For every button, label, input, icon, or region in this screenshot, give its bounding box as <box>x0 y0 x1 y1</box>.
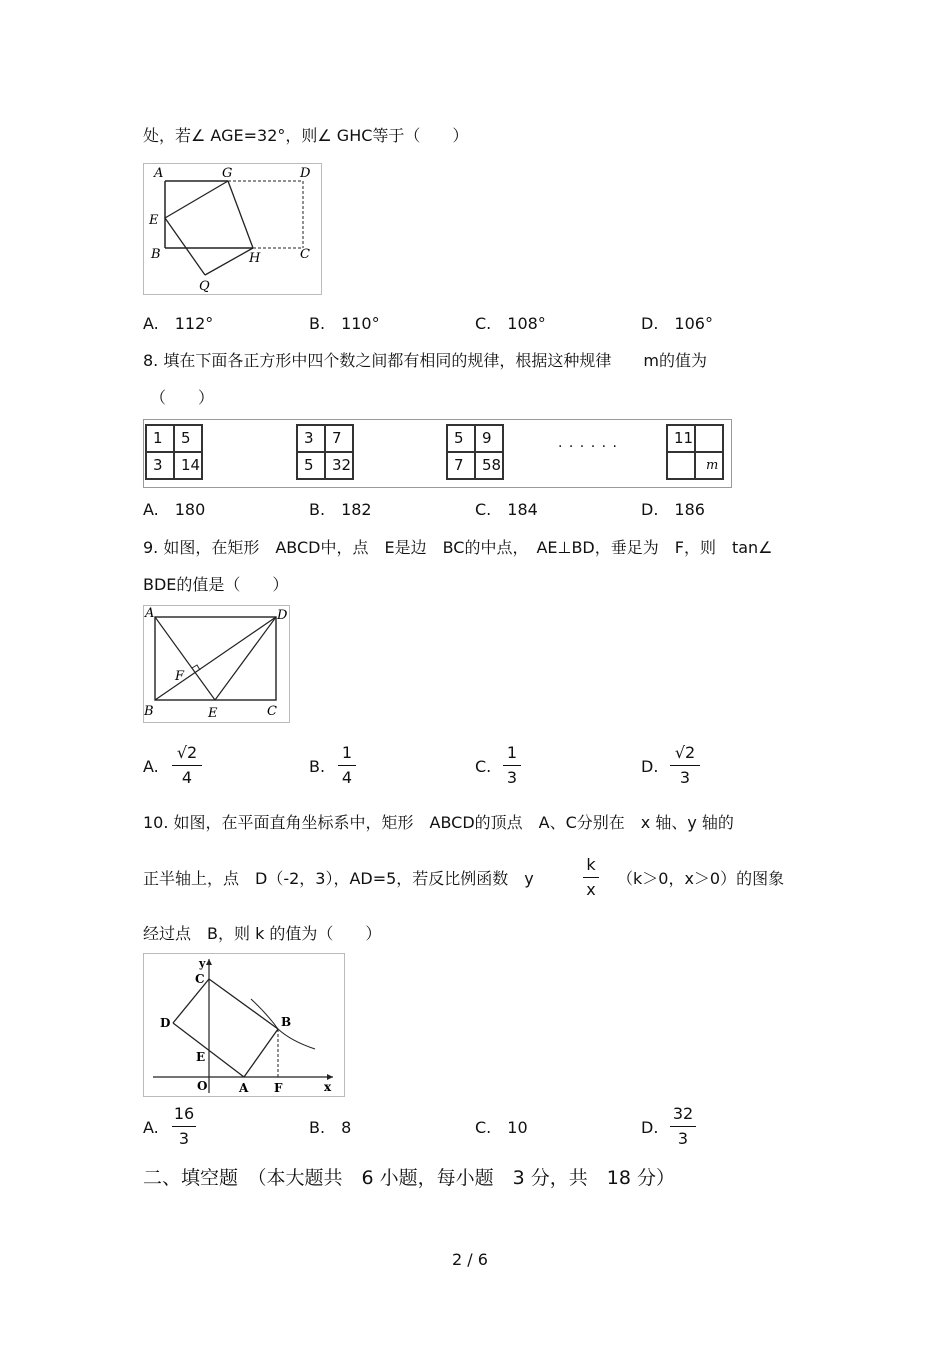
q9-option-b-numerator: 1 <box>341 743 353 762</box>
q10-fraction-numerator: k <box>586 855 596 874</box>
q8-square-3 <box>446 424 504 480</box>
q9-option-b-prefix: B. <box>309 757 326 776</box>
q9-option-a-prefix: A. <box>143 757 159 776</box>
q7-stem-tail: 处，若∠ AGE=32°，则∠ GHC等于（ ） <box>143 126 469 145</box>
q8-sq3-br: 58 <box>475 452 503 479</box>
q10-stem-line2b: （k＞0，x＞0）的图象 <box>617 869 785 888</box>
q10-option-a-denominator: 3 <box>178 1129 190 1148</box>
q9-label-F: F <box>175 669 185 684</box>
fraction-bar <box>670 765 700 766</box>
q9-option-d-numerator: √2 <box>674 743 696 762</box>
q7-option-c: C. 108° <box>475 314 546 333</box>
q8-sq2-tl: 3 <box>297 425 325 452</box>
fraction-bar <box>172 765 202 766</box>
q10-option-a-prefix: A. <box>143 1118 159 1137</box>
q8-sq4-bl <box>667 452 695 479</box>
q8-sq3-tr: 9 <box>475 425 503 452</box>
q9-figure <box>143 605 291 723</box>
q9-label-A: A <box>145 606 155 621</box>
q10-option-a-fraction <box>172 1104 196 1149</box>
fraction-bar <box>670 1126 696 1127</box>
q7-option-b: B. 110° <box>309 314 380 333</box>
q10-option-a-numerator: 16 <box>173 1104 195 1123</box>
q8-figure <box>143 419 732 488</box>
q7-figure <box>143 163 323 295</box>
q10-stem-line2a: 正半轴上，点 D（-2，3），AD=5，若反比例函数 y <box>143 869 534 888</box>
q9-stem-line1: 9. 如图，在矩形 ABCD中，点 E是边 BC的中点， AE⊥BD，垂足为 F，则 tan∠ <box>143 538 773 557</box>
q10-label-A: A <box>239 1081 249 1095</box>
q8-square-4 <box>666 424 724 480</box>
q7-label-B: B <box>151 247 161 262</box>
fraction-bar <box>338 765 356 766</box>
q9-option-a-numerator: √2 <box>176 743 198 762</box>
q7-option-d: D. 106° <box>641 314 713 333</box>
q9-option-b-denominator: 4 <box>341 768 353 787</box>
q8-sq1-tl: 1 <box>146 425 174 452</box>
q8-sq4-tl: 11 <box>667 425 695 452</box>
q9-option-d-denominator: 3 <box>679 768 691 787</box>
q10-label-F: F <box>274 1081 283 1095</box>
q8-sq3-bl: 7 <box>447 452 475 479</box>
q8-option-c: C. 184 <box>475 500 538 519</box>
q9-option-a-denominator: 4 <box>181 768 193 787</box>
q10-label-B: B <box>281 1015 292 1029</box>
q8-square-2 <box>296 424 354 480</box>
q10-option-d-fraction <box>670 1104 696 1149</box>
q7-label-Q: Q <box>199 279 210 294</box>
q9-option-c-prefix: C. <box>475 757 492 776</box>
q10-label-O: O <box>197 1079 208 1093</box>
q8-square-1 <box>145 424 203 480</box>
q7-option-a: A. 112° <box>143 314 214 333</box>
q7-label-D: D <box>300 166 311 181</box>
fraction-bar <box>583 877 599 878</box>
q9-option-d-fraction <box>670 743 700 788</box>
q10-figure <box>143 953 345 1097</box>
q10-option-d-prefix: D. <box>641 1118 659 1137</box>
page-number: 2 / 6 <box>452 1250 488 1269</box>
q8-sq4-br: m <box>695 452 723 479</box>
q10-stem-fraction <box>583 855 599 900</box>
q10-label-C: C <box>195 972 205 986</box>
q8-paren: （ ） <box>150 388 215 407</box>
q8-option-a: A. 180 <box>143 500 206 519</box>
q7-label-G: G <box>222 166 233 181</box>
q10-option-d-denominator: 3 <box>677 1129 689 1148</box>
q10-fraction-denominator: x <box>586 880 596 899</box>
q10-label-E: E <box>196 1050 206 1064</box>
q9-option-c-fraction <box>503 743 521 788</box>
q9-label-E: E <box>208 706 218 721</box>
q7-label-E: E <box>149 213 159 228</box>
q8-ellipsis: · · · · · · <box>558 439 618 455</box>
q7-label-H: H <box>249 251 261 266</box>
q8-sq4-tr <box>695 425 723 452</box>
q8-sq3-tl: 5 <box>447 425 475 452</box>
q10-option-b: B. 8 <box>309 1118 352 1137</box>
q8-sq2-br: 32 <box>325 452 353 479</box>
q10-option-c: C. 10 <box>475 1118 528 1137</box>
q9-option-d-prefix: D. <box>641 757 659 776</box>
q9-label-C: C <box>267 704 277 719</box>
q9-stem-line2: BDE的值是（ ） <box>143 575 289 594</box>
q10-option-d-numerator: 32 <box>672 1104 694 1123</box>
q9-option-b-fraction <box>338 743 356 788</box>
q8-sq2-bl: 5 <box>297 452 325 479</box>
q10-stem-line3: 经过点 B，则 k 的值为（ ） <box>143 924 382 943</box>
q8-stem: 8. 填在下面各正方形中四个数之间都有相同的规律，根据这种规律 m的值为 <box>143 351 707 370</box>
q9-label-B: B <box>144 704 154 719</box>
q9-option-c-numerator: 1 <box>506 743 518 762</box>
fraction-bar <box>172 1126 196 1127</box>
q7-label-A: A <box>154 166 164 181</box>
q8-option-b: B. 182 <box>309 500 372 519</box>
q8-sq1-tr: 5 <box>174 425 202 452</box>
q7-label-C: C <box>300 247 310 262</box>
section-2-heading: 二、填空题 （本大题共 6 小题，每小题 3 分，共 18 分） <box>143 1167 675 1189</box>
q9-option-c-denominator: 3 <box>506 768 518 787</box>
q10-label-y: y <box>199 957 206 970</box>
q9-option-a-fraction <box>172 743 202 788</box>
q10-label-x: x <box>324 1080 332 1094</box>
q9-label-D: D <box>277 608 288 623</box>
q8-sq1-bl: 3 <box>146 452 174 479</box>
fraction-bar <box>503 765 521 766</box>
q8-sq1-br: 14 <box>174 452 202 479</box>
q10-label-D: D <box>160 1016 171 1030</box>
q8-option-d: D. 186 <box>641 500 705 519</box>
q8-sq2-tr: 7 <box>325 425 353 452</box>
q10-stem-line1: 10. 如图，在平面直角坐标系中，矩形 ABCD的顶点 A、C分别在 x 轴、y 轴的 <box>143 813 734 832</box>
